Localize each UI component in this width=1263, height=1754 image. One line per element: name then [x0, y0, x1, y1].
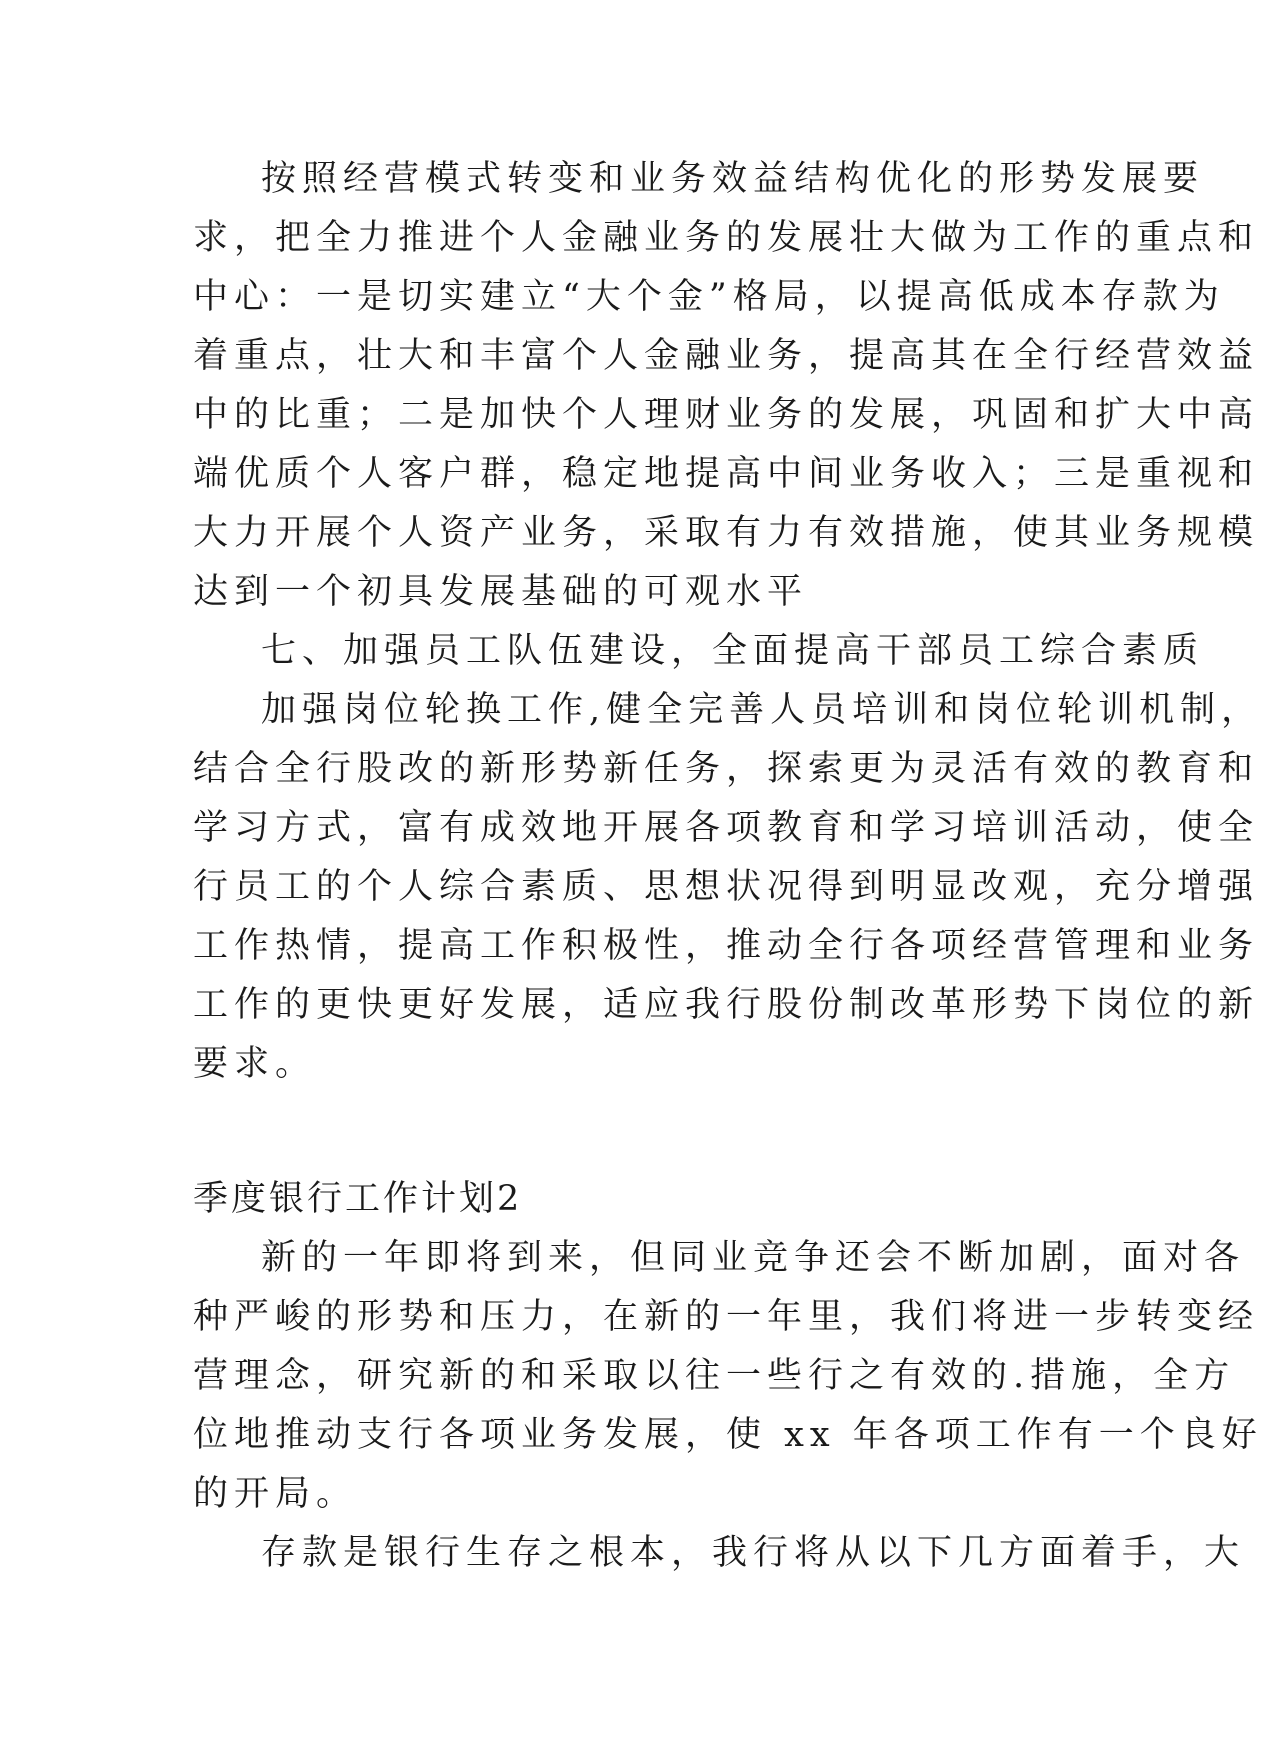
- document-title: 季度银行工作计划2: [193, 1179, 523, 1219]
- text-line: 中的比重；二是加快个人理财业务的发展，巩固和扩大中高: [193, 395, 1260, 435]
- text-line: 工作热情，提高工作积极性，推动全行各项经营管理和业务: [193, 926, 1260, 966]
- text-line: 按照经营模式转变和业务效益结构优化的形势发展要: [261, 159, 1205, 199]
- text-line: 端优质个人客户群，稳定地提高中间业务收入；三是重视和: [193, 454, 1260, 494]
- paragraph-staff-training: [193, 681, 1263, 1094]
- text-line: 加强岗位轮换工作,健全完善人员培训和岗位轮训机制，: [261, 690, 1263, 730]
- text-line: 工作的更快更好发展，适应我行股份制改革形势下岗位的新: [193, 985, 1260, 1025]
- text-line: 结合全行股改的新形势新任务，探索更为灵活有效的教育和: [193, 749, 1260, 789]
- section-gap: [193, 1094, 1053, 1170]
- paragraph-deposits: [193, 1524, 1246, 1583]
- text-line: 营理念，研究新的和采取以往一些行之有效的.措施，全方: [193, 1356, 1236, 1396]
- section-subheading: 七、加强员工队伍建设，全面提高干部员工综合素质: [261, 631, 1205, 671]
- text-line: 位地推动支行各项业务发展，使 xx 年各项工作有一个良好: [193, 1415, 1263, 1455]
- text-line: 中心：一是切实建立“大个金”格局，以提高低成本存款为: [193, 277, 1225, 317]
- text-line: 新的一年即将到来，但同业竞争还会不断加剧，面对各: [261, 1238, 1246, 1278]
- text-line: 种严峻的形势和压力，在新的一年里，我们将进一步转变经: [193, 1297, 1260, 1337]
- text-line: 求，把全力推进个人金融业务的发展壮大做为工作的重点和: [193, 218, 1260, 258]
- text-line: 存款是银行生存之根本，我行将从以下几方面着手，大: [261, 1533, 1246, 1573]
- document-page: [193, 150, 1263, 1583]
- text-line: 的开局。: [193, 1474, 358, 1514]
- text-line: 要求。: [193, 1044, 317, 1084]
- paragraph-personal-finance: [193, 150, 1260, 622]
- text-line: 学习方式，富有成效地开展各项教育和学习培训活动，使全: [193, 808, 1260, 848]
- text-line: 着重点，壮大和丰富个人金融业务，提高其在全行经营效益: [193, 336, 1260, 376]
- text-line: 达到一个初具发展基础的可观水平: [193, 572, 809, 612]
- paragraph-new-year: [193, 1229, 1263, 1524]
- text-line: 行员工的个人综合素质、思想状况得到明显改观，充分增强: [193, 867, 1260, 907]
- text-line: 大力开展个人资产业务，采取有力有效措施，使其业务规模: [193, 513, 1260, 553]
